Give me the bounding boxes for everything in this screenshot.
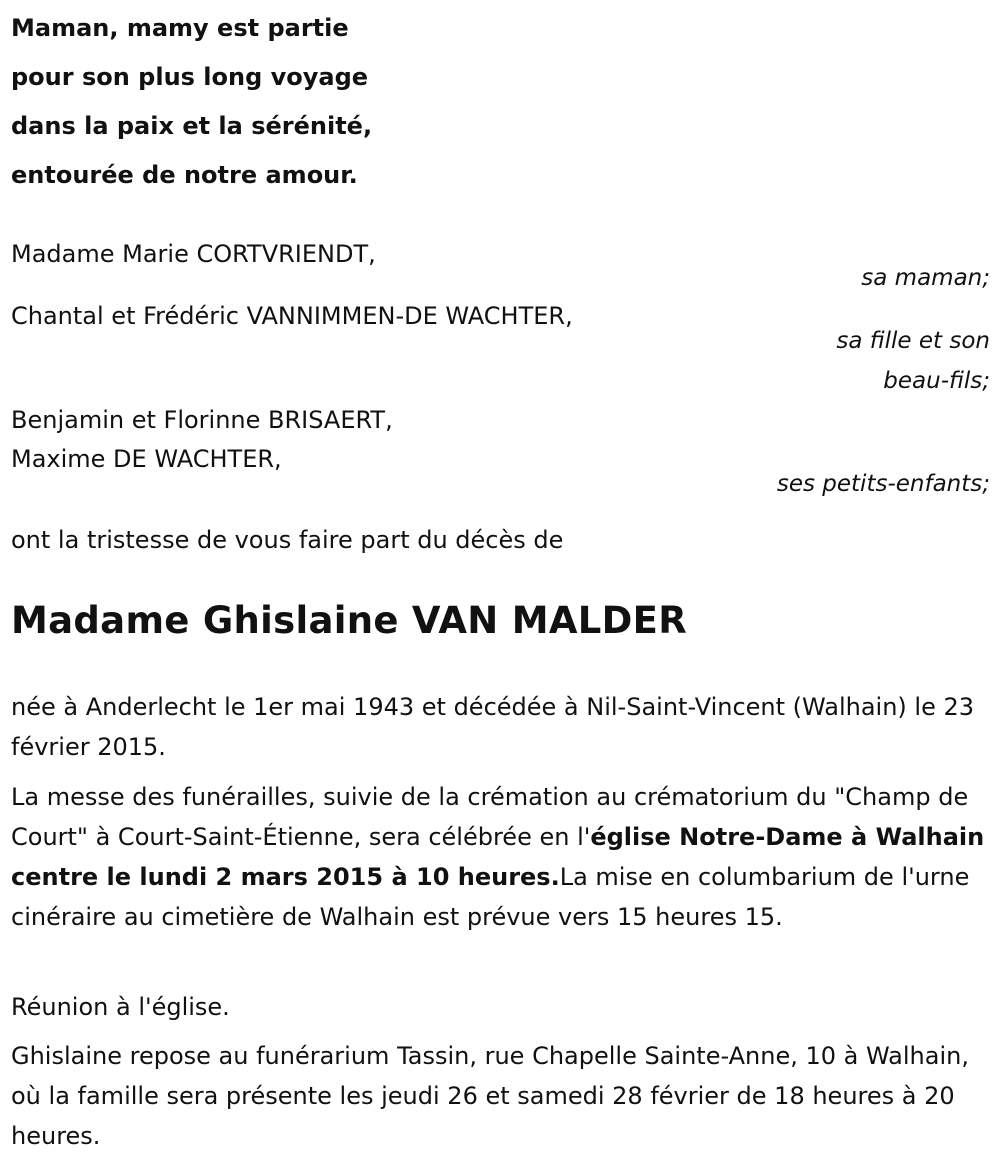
poem-line: pour son plus long voyage: [11, 63, 369, 91]
deceased-name: Madame Ghislaine VAN MALDER: [11, 599, 688, 642]
opening-poem: [11, 4, 372, 200]
daughter-role-line2: beau-fils;: [883, 368, 990, 394]
grandchild-name: Maxime DE WACHTER,: [11, 445, 282, 473]
funeral-location-time: église Notre-Dame à Walhain centre le lundi 2 mars 2015 à 10 heures.: [11, 823, 985, 891]
birth-death-paragraph: née à Anderlecht le 1er mai 1943 et décédée à Nil-Saint-Vincent (Walhain) le 23 février 2015.: [11, 693, 974, 761]
reunion-paragraph: Réunion à l'église.: [11, 993, 230, 1021]
funeral-intro: La messe des funérailles, suivie de la crémation au crématorium du "Champ de Court" à Court-Saint-Étienne, sera célébrée en l': [11, 783, 969, 851]
visitation-paragraph: Ghislaine repose au funérarium Tassin, rue Chapelle Sainte-Anne, 10 à Walhain, où la famille sera présente les jeudi 26 et samedi 28 février de 18 heures à 20 heures.: [11, 1042, 969, 1150]
mother-role: sa maman;: [861, 265, 990, 291]
daughter-role-line1: sa fille et son: [836, 328, 990, 354]
announcement-text: ont la tristesse de vous faire part du décès de: [11, 526, 564, 554]
daughter-name: Chantal et Frédéric VANNIMMEN-DE WACHTER,: [11, 302, 573, 330]
funeral-after: La mise en columbarium de l'urne cinéraire au cimetière de Walhain est prévue vers 15 heures 15.: [11, 863, 970, 931]
mother-name: Madame Marie CORTVRIENDT,: [11, 240, 376, 268]
poem-line: Maman, mamy est partie: [11, 14, 349, 42]
funeral-paragraph: [11, 777, 986, 937]
poem-line: dans la paix et la sérénité,: [11, 112, 373, 140]
poem-line: entourée de notre amour.: [11, 161, 358, 189]
grandchild-name: Benjamin et Florinne BRISAERT,: [11, 406, 393, 434]
grandchildren-role: ses petits-enfants;: [776, 471, 990, 497]
